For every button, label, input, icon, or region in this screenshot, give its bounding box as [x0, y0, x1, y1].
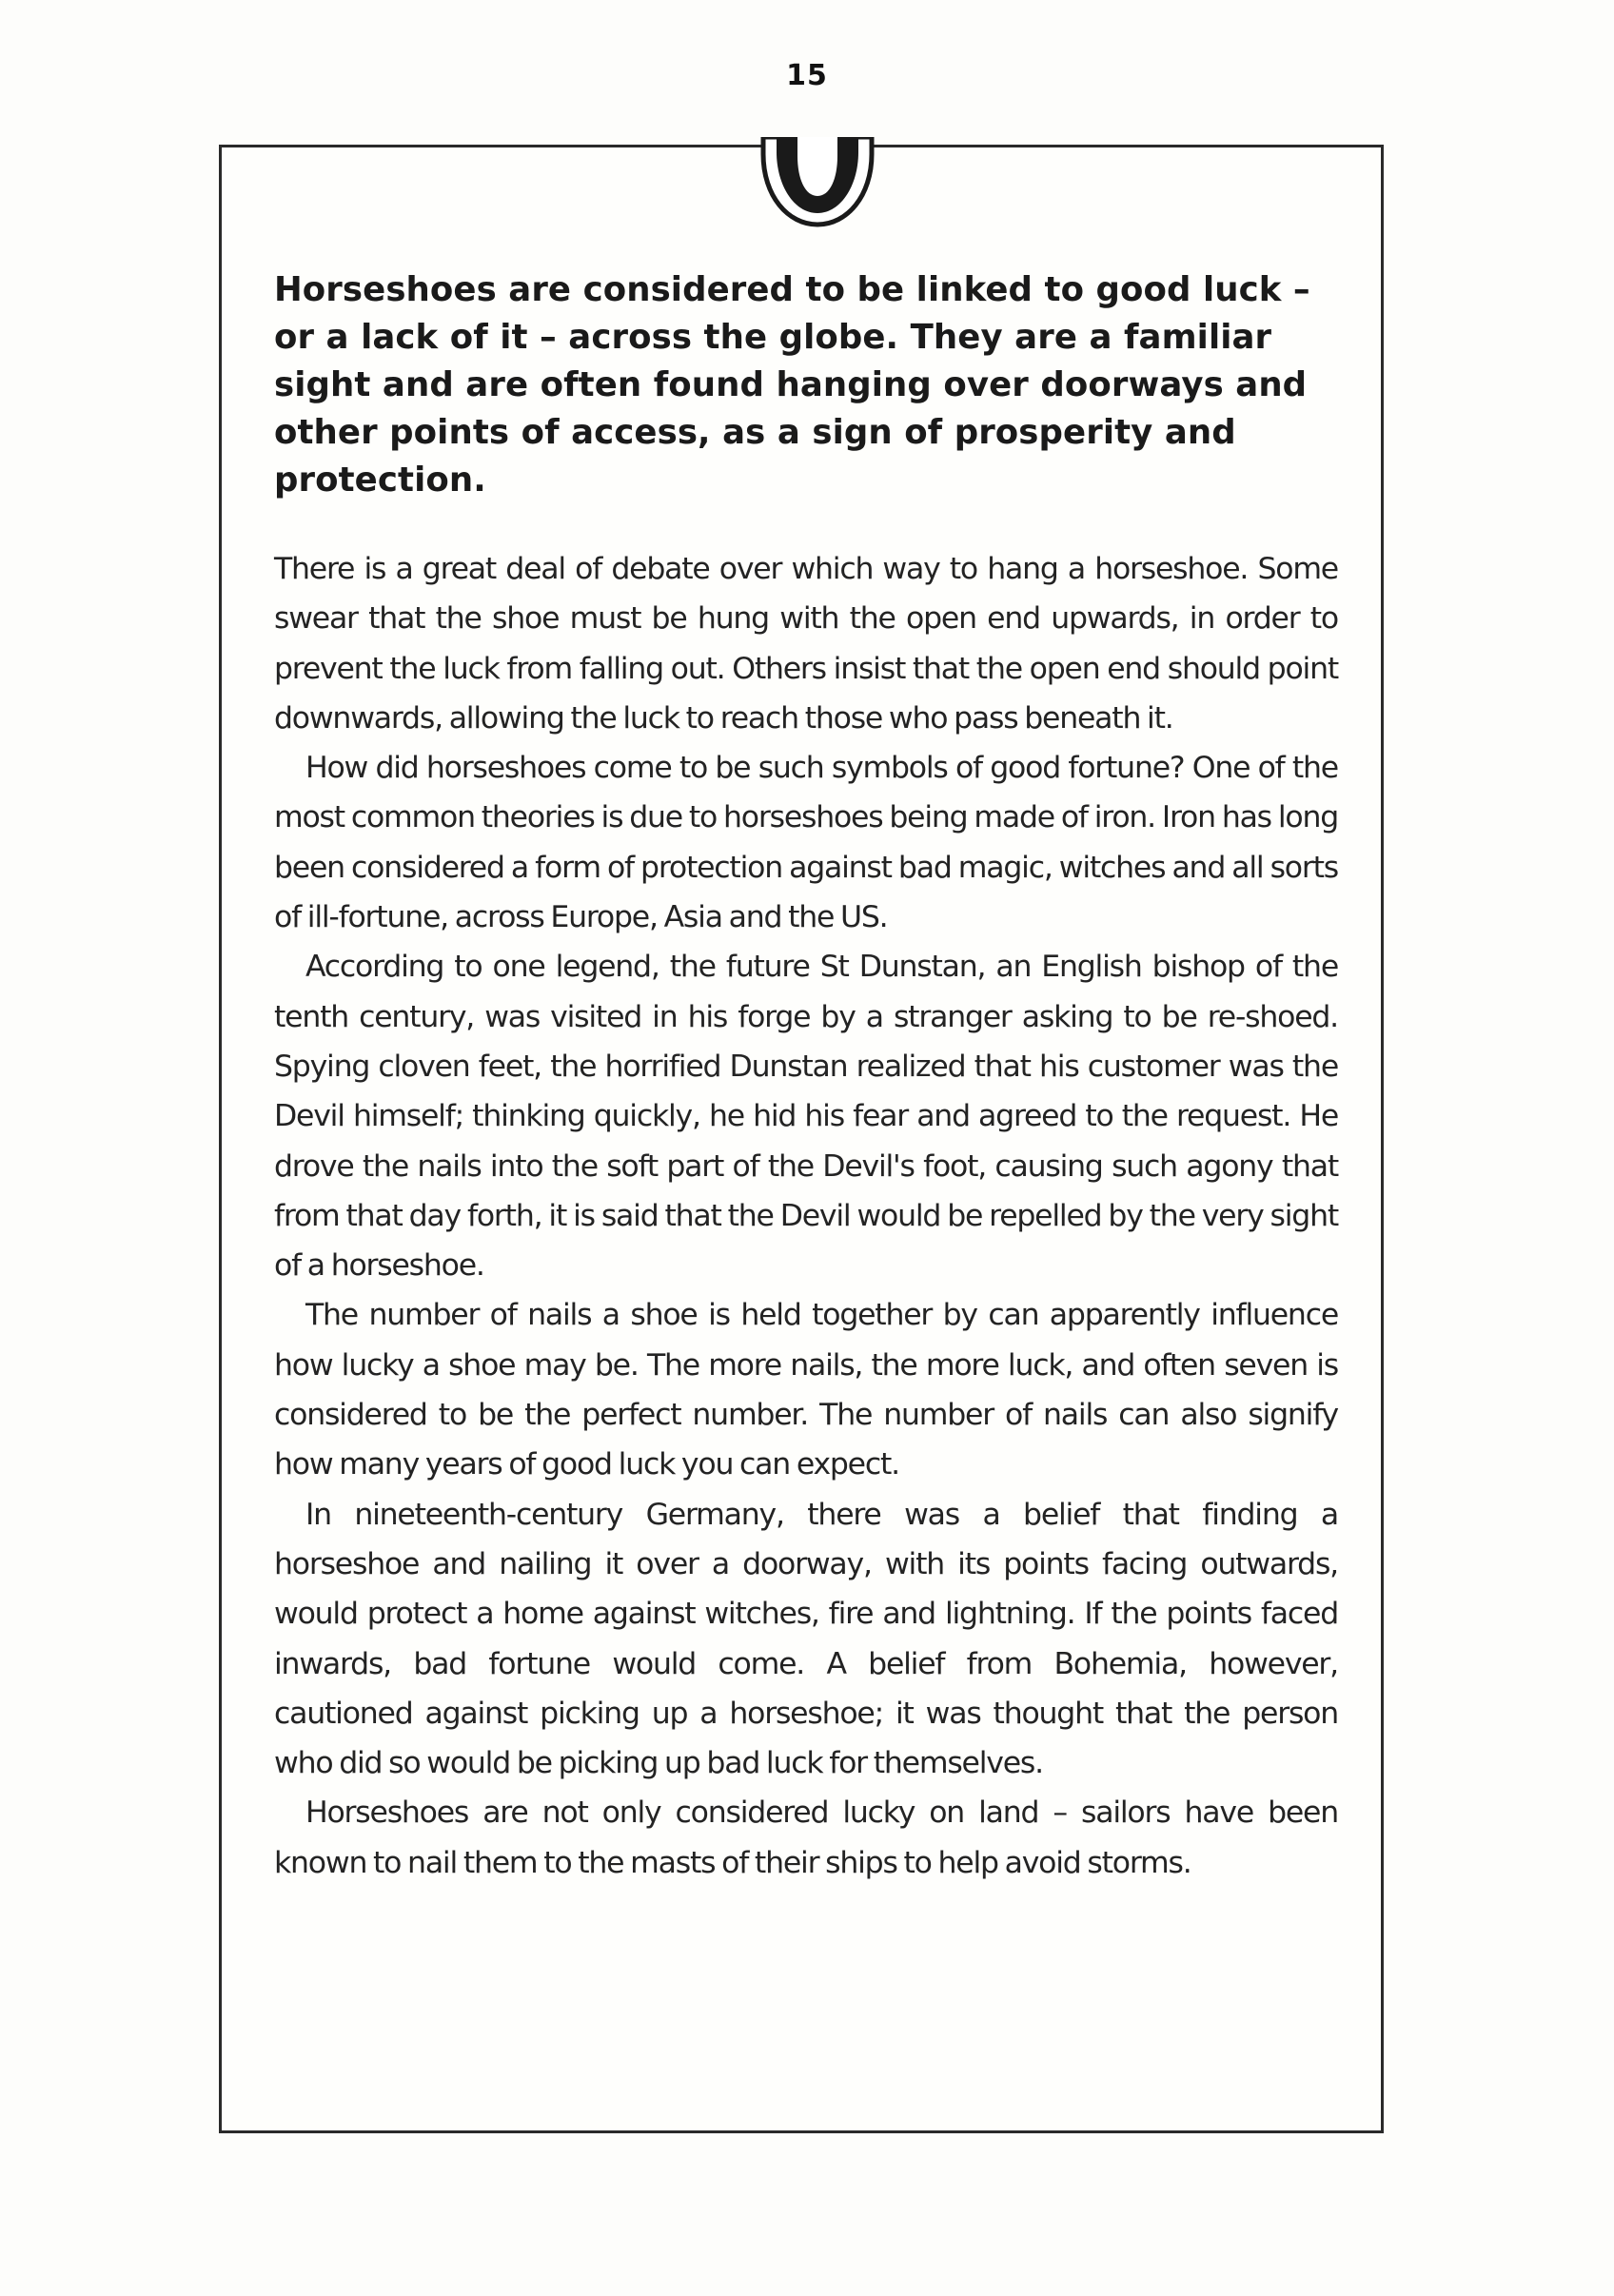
body-paragraph: According to one legend, the future St Dunstan, an English bishop of the tenth century, was visited in his forge by a stranger asking to be re-shoed. Spying cloven feet, the horrified Dunstan realized that his customer was the Devil himself; thinking quickly, he hid his fear and agreed to the request. He drove the nails into the soft part of the Devil's foot, causing such agony that from that day forth, it is said that the Devil would be repelled by the very sight of a horseshoe. — [274, 950, 1338, 1284]
body-paragraph: There is a great deal of debate over which way to hang a horseshoe. Some swear that the shoe must be hung with the open end upwards, in order to prevent the luck from falling out. Others insist that the open end should point downwards, allowing the luck to reach those who pass beneath it. — [274, 552, 1338, 736]
body-paragraph: Horseshoes are not only considered lucky on land – sailors have been known to nail them to the masts of their ships to help avoid storms. — [274, 1796, 1338, 1880]
lead-paragraph: Horseshoes are considered to be linked to good luck – or a lack of it – across the globe. They are a familiar sight and are often found hanging over doorways and other points of access, as a sign of prosperity and protection. — [274, 270, 1310, 500]
body-paragraph: How did horseshoes come to be such symbols of good fortune? One of the most common theories is due to horseshoes being made of iron. Iron has long been considered a form of protection against bad magic, witches and all sorts of ill-fortune, across Europe, Asia and the US. — [274, 751, 1338, 935]
article-body — [274, 266, 1338, 1888]
horseshoe-icon — [756, 137, 879, 232]
body-paragraph: In nineteenth-century Germany, there was a belief that finding a horseshoe and nailing it over a doorway, with its points facing outwards, would protect a home against witches, fire and lightning. If the points faced inwards, bad fortune would come. A belief from Bohemia, however, cautioned against picking up a horseshoe; it was thought that the person who did so would be picking up bad luck for themselves. — [274, 1497, 1338, 1781]
body-paragraph: The number of nails a shoe is held together by can apparently influence how lucky a shoe may be. The more nails, the more luck, and often seven is considered to be the perfect number. The number of nails can also signify how many years of good luck you can expect. — [274, 1298, 1338, 1482]
page-number: 15 — [786, 59, 828, 92]
